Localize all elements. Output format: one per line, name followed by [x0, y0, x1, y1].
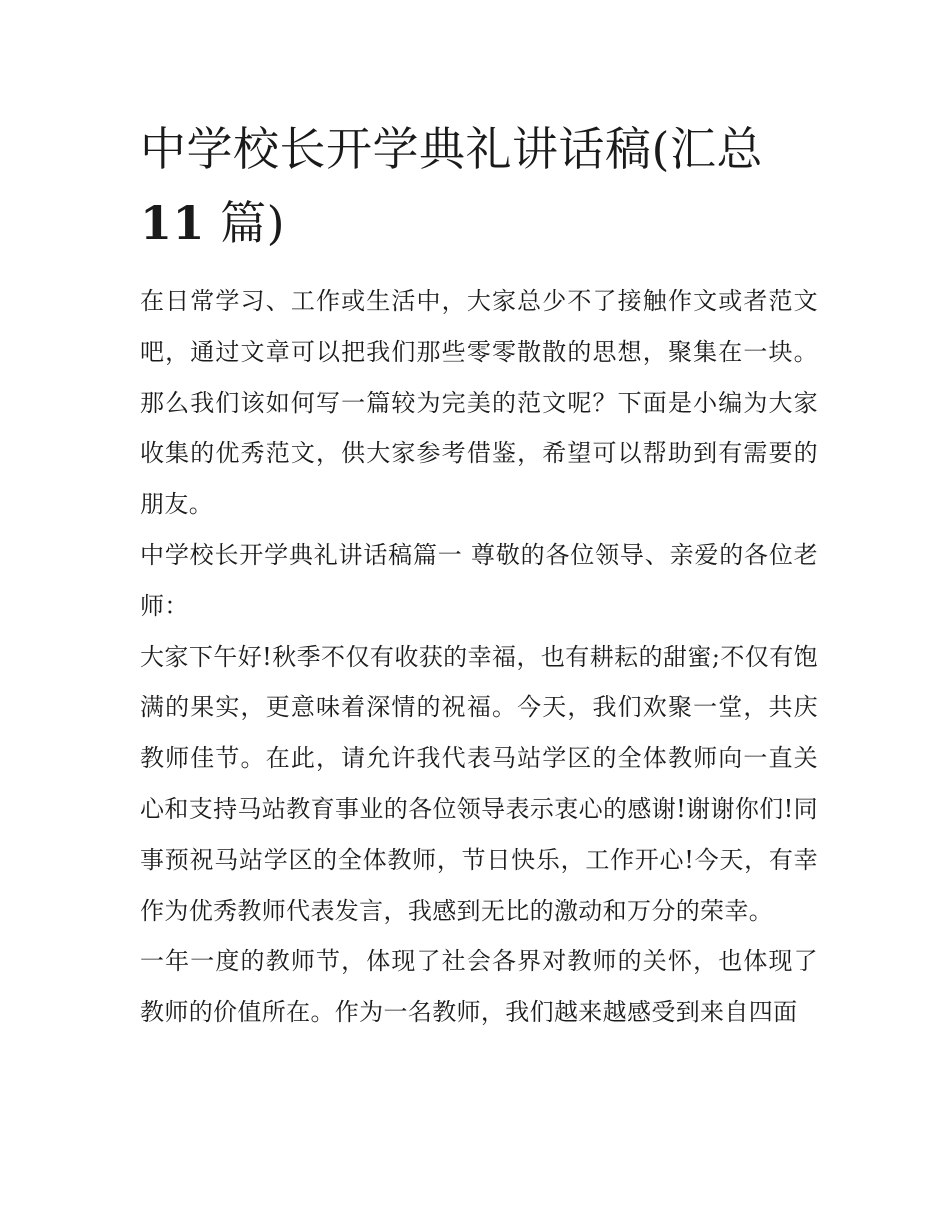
- speech-heading-paragraph: 中学校长开学典礼讲话稿篇一 尊敬的各位领导、亲爱的各位老师：: [140, 540, 818, 620]
- title-end: 篇): [205, 196, 286, 250]
- title-number: 11: [140, 196, 206, 250]
- document-body: [140, 276, 818, 1038]
- document-title: [140, 112, 820, 260]
- intro-paragraph: 在日常学习、工作或生活中，大家总少不了接触作文或者范文吧，通过文章可以把我们那些零零散散的思想，聚集在一块。那么我们该如何写一篇较为完美的范文呢？下面是小编为大家收集的优秀范文，供大家参考借鉴，希望可以帮助到有需要的朋友。: [140, 287, 818, 519]
- title-main: 中学校长开学典礼讲话稿(汇总: [140, 122, 763, 176]
- teachers-day-paragraph: 一年一度的教师节，体现了社会各界对教师的关怀，也体现了教师的价值所在。作为一名教师，我们越来越感受到来自四面: [140, 947, 818, 1027]
- greeting-paragraph: 大家下午好!秋季不仅有收获的幸福，也有耕耘的甜蜜;不仅有饱满的果实，更意味着深情的祝福。今天，我们欢聚一堂，共庆教师佳节。在此，请允许我代表马站学区的全体教师向一直关心和支持马站教育事业的各位领导表示衷心的感谢!谢谢你们!同事预祝马站学区的全体教师，节日快乐，工作开心!今天，有幸作为优秀教师代表发言，我感到无比的激动和万分的荣幸。: [140, 642, 818, 925]
